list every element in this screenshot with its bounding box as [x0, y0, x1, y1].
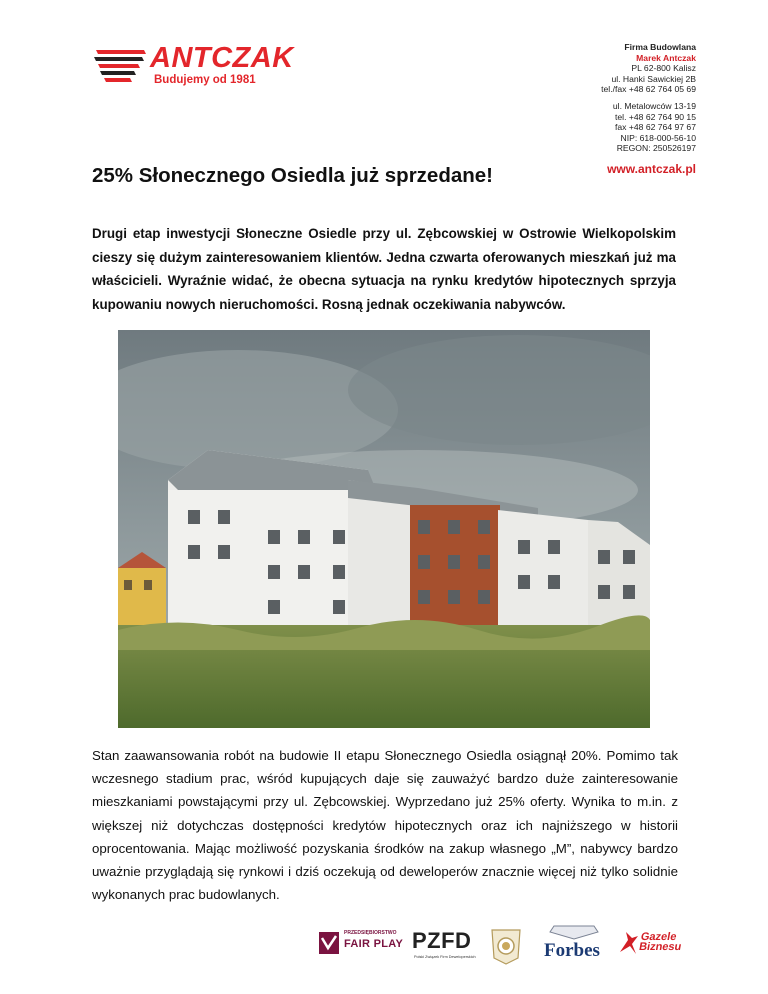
company-name: Firma Budowlana: [624, 42, 696, 52]
diamond-icon: [548, 924, 608, 940]
gazele-line-1: Gazele: [639, 931, 678, 943]
address-line: PL 62-800 Kalisz: [631, 63, 696, 74]
company-owner: Marek Antczak: [636, 52, 696, 63]
forbes-diamonds-logo: [542, 924, 602, 966]
pzfd-subtext: Polski Związek Firm Deweloperskich: [414, 955, 476, 959]
article-body: Stan zaawansowania robót na budowie II etapu Słonecznego Osiedla osiągnął 20%. Pomimo tak wczesnego stadium prac, wśród kupujących daje się zauważyć bardzo duże zainteresowanie mieszkaniami powstającymi przy ul. Zębcowskiej. Wyprzedano już 25% oferty. Wynika to m.in. z większej niż dotychczas dostępności kredytów hipotecznych oraz ich najniższego w historii oprocentowania. Mając możliwość pozyskania środków na zakup własnego „M”, nabywcy bardzo uważnie przyglądają się rynkowi i dziś oczekują od deweloperów znacznie więcej niż tylko solidnie wykonanych prac budowlanych.: [92, 748, 678, 903]
gazele-line-2: Biznesu: [638, 941, 683, 953]
logo-tagline: Budujemy od 1981: [154, 74, 256, 86]
pzfd-text: PZFD: [412, 928, 472, 953]
fair-play-top-text: PRZEDSIĘBIORSTWO: [344, 930, 397, 936]
branch-line: REGON: 250526197: [616, 143, 696, 154]
forbes-text: Forbes: [544, 940, 600, 961]
logo-wordmark: ANTCZAK: [150, 42, 294, 74]
branch-line: NIP: 618-000-56-10: [620, 132, 696, 143]
medal-icon: [488, 924, 524, 966]
fair-play-logo: [318, 928, 404, 964]
address-line: tel./fax +48 62 764 05 69: [601, 84, 696, 95]
article-lead: Drugi etap inwestycji Słoneczne Osiedle przy ul. Zębcowskiej w Ostrowie Wielkopolskim cieszy się dużym zainteresowaniem klientów. Jedna czwarta oferowanych mieszkań już ma właścicieli. Wyraźnie widać, że obecna sytuacja na rynku kredytów hipotecznych sprzyja kupowaniu nowych nieruchomości. Rosną jednak oczekiwania nabywców.: [92, 226, 676, 312]
website-link[interactable]: www.antczak.pl: [607, 161, 696, 176]
article-title: 25% Słonecznego Osiedla już sprzedane!: [92, 164, 494, 187]
branch-line: tel. +48 62 764 90 15: [615, 111, 696, 122]
fair-play-text: FAIR PLAY: [344, 938, 404, 950]
gazele-biznesu-logo: [618, 926, 683, 966]
company-info: [601, 42, 696, 176]
fair-play-check-icon: [318, 930, 340, 956]
gazele-text: [638, 932, 684, 952]
logo-stripes-icon: [92, 46, 150, 86]
pzfd-logo: [412, 928, 476, 968]
building-photo: [118, 330, 650, 728]
partner-logos: [318, 922, 683, 968]
antczak-logo: [92, 42, 302, 88]
branch-line: fax +48 62 764 97 67: [615, 122, 696, 133]
branch-line: ul. Metalowców 13-19: [612, 100, 696, 111]
address-line: ul. Hanki Sawickiej 2B: [611, 73, 696, 84]
gazelle-icon: [618, 930, 640, 956]
